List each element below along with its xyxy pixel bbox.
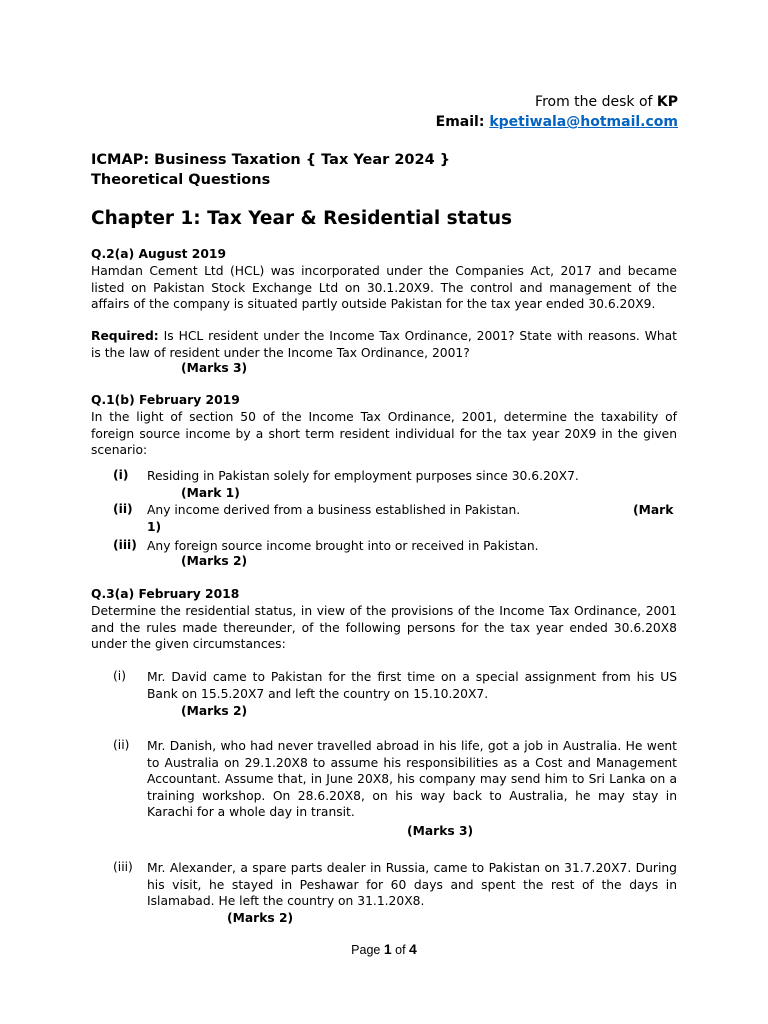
marks-label: (Marks 3) [407, 824, 474, 838]
marks-label: (Marks 2) [181, 704, 248, 718]
item-text: Any income derived from a business established in Pakistan. [147, 503, 521, 517]
desk-name: KP [656, 94, 678, 110]
marks-label: (Mark [633, 503, 674, 517]
item-number: (i) [113, 669, 127, 683]
question-heading: Q.3(a) February 2018 [91, 587, 240, 601]
question-body: In the light of section 50 of the Income Tax Ordinance, 2001, determine the taxability of foreign source income by a short term resident individual for the tax year 20X9 in the given scenario: [91, 410, 677, 457]
email-label: Email: [435, 114, 490, 130]
marks-label: (Marks 2) [181, 554, 248, 568]
item-text: Mr. Alexander, a spare parts dealer in Russia, came to Pakistan on 31.7.20X7. During his visit, he stayed in Peshawar for 60 days and spent the rest of the days in Islamabad. He left the country on 31.1.20X8. [147, 861, 677, 908]
marks-label: (Mark 1) [181, 486, 240, 500]
item-number: (ii) [113, 502, 133, 516]
required-label: Required: [91, 329, 159, 343]
page-number: Page 1 of 4 [351, 941, 417, 957]
question-body: Determine the residential status, in view of the provisions of the Income Tax Ordinance, 2001 and the rules made thereunder, of the following persons for the tax year ended 30.6.20X8 under the given circumstances: [91, 604, 677, 651]
question-heading: Q.1(b) February 2019 [91, 393, 240, 407]
question-heading: Q.2(a) August 2019 [91, 247, 227, 261]
item-number: (ii) [113, 738, 130, 752]
desk-line: From the desk of KP [535, 94, 678, 110]
item-text: Mr. Danish, who had never travelled abroad in his life, got a job in Australia. He went to Australia on 29.1.20X8 to assume his responsibilities as a Cost and Management Accountant. Assume that, in June 20X8, his company may send him to Sri Lanka on a training workshop. On 28.6.20X8, on his way back to Australia, he may stay in Karachi for a whole day in transit. [147, 739, 677, 819]
chapter-heading: Chapter 1: Tax Year & Residential status [91, 208, 513, 229]
doc-title: ICMAP: Business Taxation { Tax Year 2024 } [91, 152, 451, 168]
marks-label: (Marks 3) [181, 361, 248, 375]
item-number: (iii) [113, 538, 137, 552]
marks-label: 1) [147, 520, 162, 534]
question-body: Hamdan Cement Ltd (HCL) was incorporated under the Companies Act, 2017 and became listed on Pakistan Stock Exchange Ltd on 30.1.20X9. The control and management of the affairs of the company is situated partly outside Pakistan for the tax year ended 30.6.20X9. [91, 264, 677, 311]
marks-label: (Marks 2) [227, 911, 294, 925]
email-line [436, 112, 678, 132]
required-paragraph: Required: Is HCL resident under the Income Tax Ordinance, 2001? State with reasons. What is the law of resident under the Income Tax Ordinance, 2001? [91, 329, 677, 360]
item-text: Any foreign source income brought into or received in Pakistan. [147, 539, 539, 553]
item-number: (i) [113, 468, 129, 482]
email-link[interactable]: kpetiwala@hotmail.com [489, 114, 678, 130]
item-text: Residing in Pakistan solely for employment purposes since 30.6.20X7. [147, 469, 579, 483]
item-text: Mr. David came to Pakistan for the first time on a special assignment from his US Bank on 15.5.20X7 and left the country on 15.10.20X7. [147, 670, 677, 701]
item-number: (iii) [113, 860, 133, 874]
doc-subtitle: Theoretical Questions [91, 172, 271, 188]
